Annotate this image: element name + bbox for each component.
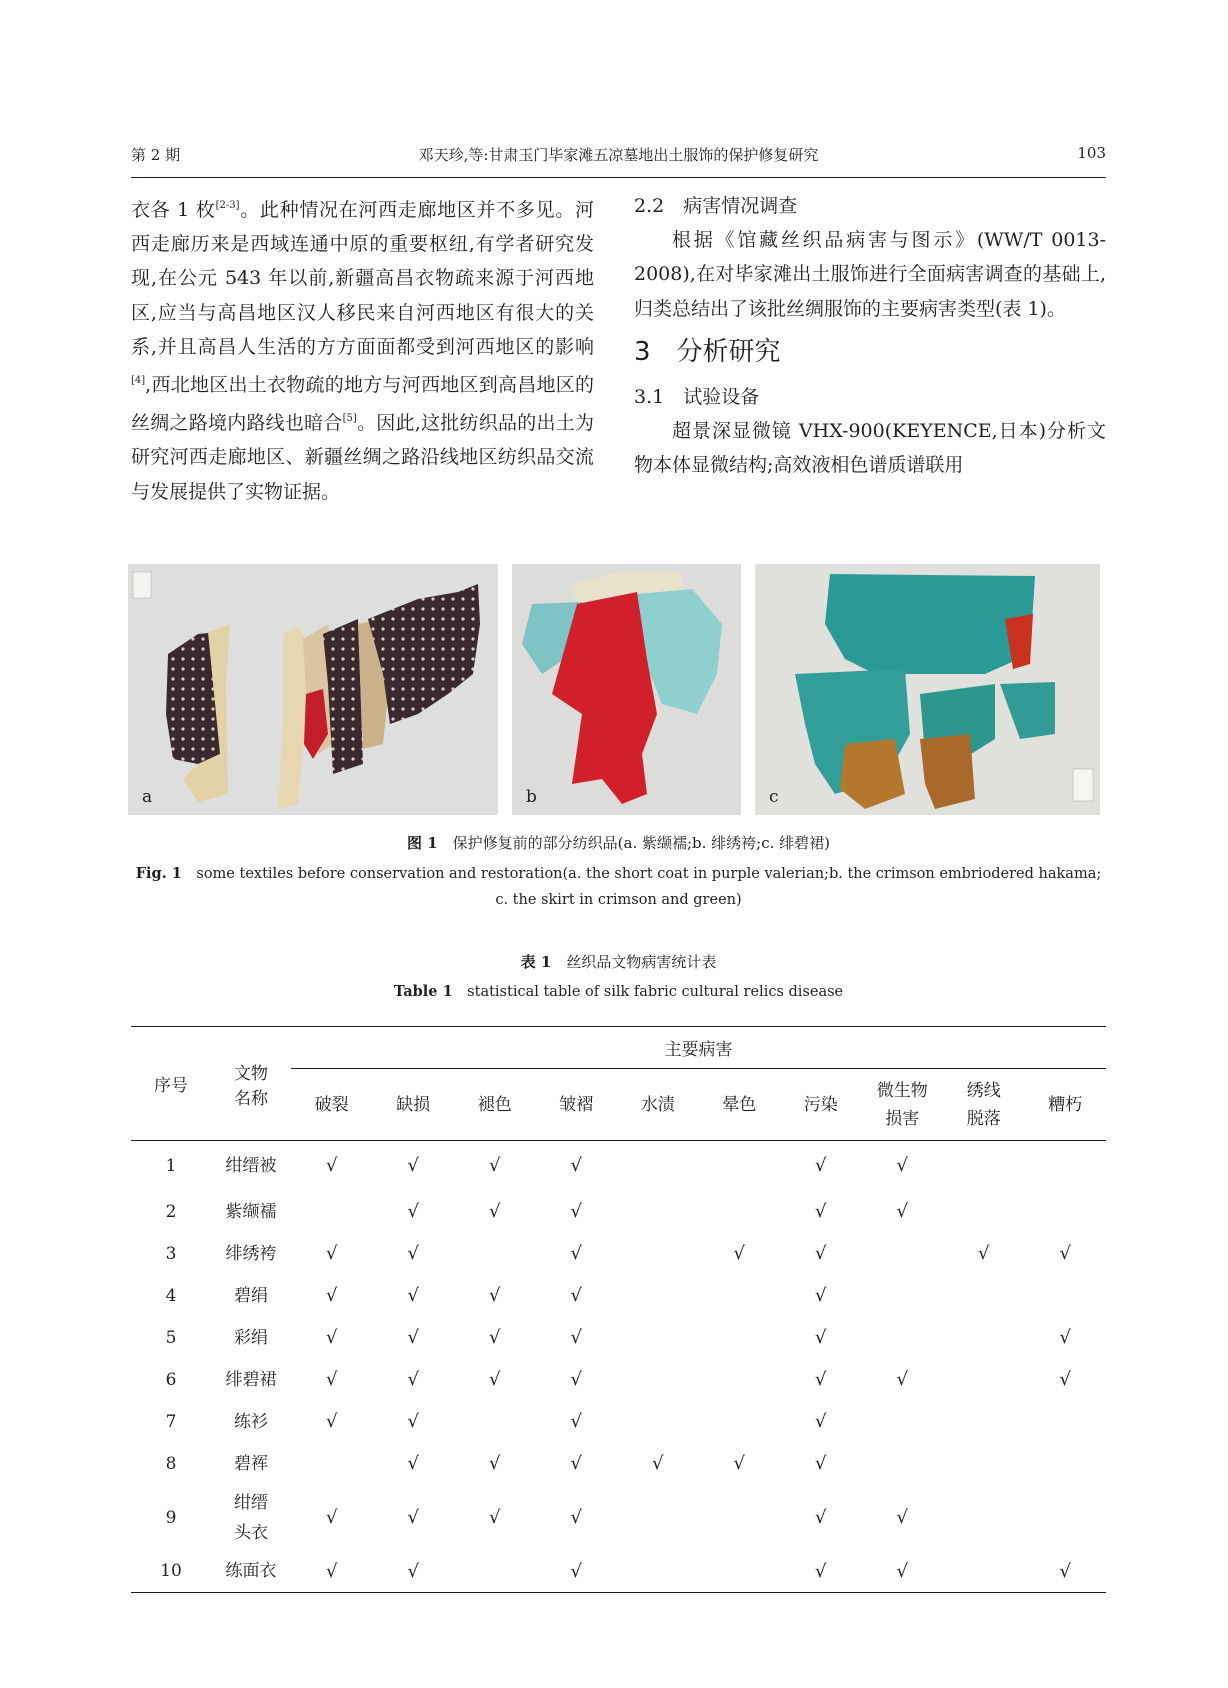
check-mark: √	[407, 1453, 419, 1474]
disease-cell	[536, 1233, 618, 1275]
check-mark: √	[733, 1453, 745, 1474]
disease-cell	[699, 1317, 781, 1359]
disease-cell	[373, 1191, 455, 1233]
section-2-2-heading: 2.2 病害情况调查	[634, 195, 798, 217]
check-mark: √	[326, 1155, 338, 1177]
header-disease: 糟朽	[1048, 1094, 1083, 1115]
disease-cell	[454, 1551, 536, 1593]
check-mark: √	[570, 1327, 582, 1348]
disease-cell	[373, 1141, 455, 1191]
check-mark: √	[489, 1507, 501, 1528]
check-mark: √	[978, 1243, 990, 1264]
disease-cell	[536, 1275, 618, 1317]
figure-caption-en-cont: c. the skirt in crimson and green)	[495, 892, 742, 908]
paragraph-2-2: 根据《馆藏丝织品病害与图示》(WW/T 0013-2008),在对毕家滩出土服饰进行全面病害调查的基础上,归类总结出了该批丝绸服饰的主要病害类型(表 1)。	[634, 229, 1106, 320]
figure-caption-en: Fig. 1 some textiles before conservation and restoration(a. the short coat in purple valerian;b. the crimson embriodered hakama;	[135, 865, 1102, 882]
row-number: 8	[165, 1453, 177, 1474]
check-mark: √	[652, 1453, 664, 1474]
row-number: 10	[160, 1561, 182, 1582]
disease-cell	[1025, 1233, 1107, 1275]
check-mark: √	[489, 1327, 501, 1348]
header-disease: 晕色	[722, 1094, 757, 1115]
check-mark: √	[407, 1243, 419, 1264]
row-number: 7	[165, 1411, 177, 1432]
disease-cell	[536, 1401, 618, 1443]
disease-cell	[617, 1359, 699, 1401]
check-mark: √	[815, 1327, 827, 1348]
disease-cell	[454, 1191, 536, 1233]
disease-cell	[862, 1359, 944, 1401]
check-mark: √	[896, 1201, 908, 1222]
header-disease: 污染	[803, 1094, 838, 1115]
disease-cell	[780, 1443, 862, 1485]
citation: [4]	[131, 375, 146, 387]
disease-cell	[454, 1359, 536, 1401]
disease-cell	[699, 1191, 781, 1233]
paragraph-3-1: 超景深显微镜 VHX-900(KEYENCE,日本)分析文物本体显微结构;高效液相色谱质谱联用	[634, 420, 1106, 477]
disease-cell	[780, 1359, 862, 1401]
disease-cell	[1025, 1317, 1107, 1359]
disease-cell	[943, 1141, 1025, 1191]
header-name: 文物 名称	[234, 1063, 268, 1109]
relic-name: 碧裈	[234, 1453, 268, 1474]
check-mark: √	[570, 1411, 582, 1432]
check-mark: √	[1059, 1369, 1071, 1390]
check-mark: √	[570, 1243, 582, 1264]
check-mark: √	[489, 1201, 501, 1222]
check-mark: √	[570, 1560, 582, 1582]
relic-name: 绀缙 头衣	[234, 1492, 268, 1543]
disease-cell	[780, 1141, 862, 1191]
figure-caption-cn: 图 1 保护修复前的部分纺织品(a. 紫缬襦;b. 绯绣袴;c. 绯碧裙)	[406, 834, 831, 852]
figure-panel-c	[755, 564, 1100, 815]
row-number: 1	[165, 1155, 177, 1176]
check-mark: √	[815, 1201, 827, 1222]
disease-cell	[780, 1485, 862, 1551]
disease-cell	[291, 1359, 373, 1401]
check-mark: √	[815, 1243, 827, 1264]
disease-cell	[291, 1317, 373, 1359]
table-row	[131, 1233, 1106, 1275]
table-row	[131, 1485, 1106, 1551]
disease-cell	[536, 1317, 618, 1359]
disease-cell	[617, 1443, 699, 1485]
figure-panel-b	[512, 564, 741, 815]
disease-cell	[291, 1233, 373, 1275]
check-mark: √	[407, 1327, 419, 1348]
disease-cell	[943, 1233, 1025, 1275]
relic-name: 紫缬襦	[225, 1201, 277, 1222]
disease-cell	[373, 1317, 455, 1359]
disease-cell	[454, 1141, 536, 1191]
check-mark: √	[896, 1155, 908, 1177]
disease-cell	[943, 1191, 1025, 1233]
disease-cell	[699, 1551, 781, 1593]
disease-cell	[1025, 1443, 1107, 1485]
disease-cell	[699, 1233, 781, 1275]
check-mark: √	[896, 1369, 908, 1390]
table-row	[131, 1401, 1106, 1443]
check-mark: √	[326, 1243, 338, 1264]
header-no: 序号	[154, 1076, 188, 1096]
header-disease: 绣线 脱落	[966, 1080, 1001, 1129]
header-disease: 皱褶	[559, 1094, 594, 1115]
disease-cell	[617, 1233, 699, 1275]
disease-cell	[373, 1233, 455, 1275]
check-mark: √	[570, 1201, 582, 1222]
check-mark: √	[815, 1453, 827, 1474]
disease-cell	[617, 1275, 699, 1317]
check-mark: √	[815, 1507, 827, 1528]
disease-cell	[780, 1233, 862, 1275]
check-mark: √	[570, 1507, 582, 1528]
check-mark: √	[407, 1201, 419, 1222]
relic-name: 彩绢	[234, 1327, 268, 1348]
check-mark: √	[1059, 1327, 1071, 1348]
left-column	[131, 189, 594, 509]
disease-cell	[536, 1191, 618, 1233]
disease-cell	[617, 1141, 699, 1191]
panel-label-a: a	[142, 787, 153, 807]
disease-cell	[617, 1401, 699, 1443]
section-3-heading: 3 分析研究	[634, 336, 781, 367]
issue-number: 第 2 期	[131, 146, 181, 164]
disease-cell	[862, 1485, 944, 1551]
row-number: 2	[165, 1201, 177, 1222]
table-row	[131, 1275, 1106, 1317]
disease-cell	[454, 1275, 536, 1317]
check-mark: √	[489, 1453, 501, 1474]
disease-cell	[536, 1359, 618, 1401]
header-main-diseases: 主要病害	[291, 1027, 1106, 1069]
row-number: 6	[165, 1369, 177, 1390]
table-row	[131, 1141, 1106, 1191]
table-row	[131, 1443, 1106, 1485]
check-mark: √	[407, 1411, 419, 1432]
disease-cell	[536, 1141, 618, 1191]
textile-photo-crimson-hakama	[512, 564, 741, 815]
check-mark: √	[407, 1155, 419, 1177]
running-header	[131, 144, 1106, 174]
disease-cell	[943, 1275, 1025, 1317]
check-mark: √	[326, 1507, 338, 1528]
table-body	[131, 1141, 1106, 1593]
panel-label-c: c	[769, 787, 779, 807]
header-disease: 破裂	[314, 1094, 349, 1115]
check-mark: √	[570, 1453, 582, 1474]
right-column	[634, 189, 1106, 482]
check-mark: √	[896, 1507, 908, 1528]
disease-cell	[780, 1317, 862, 1359]
check-mark: √	[815, 1411, 827, 1432]
disease-cell	[291, 1141, 373, 1191]
disease-cell	[373, 1401, 455, 1443]
relic-name: 练衫	[234, 1411, 268, 1432]
disease-cell	[1025, 1359, 1107, 1401]
citation: [2-3]	[215, 200, 240, 211]
disease-cell	[291, 1443, 373, 1485]
disease-cell	[943, 1485, 1025, 1551]
left-paragraph: 衣各 1 枚[2-3]。此种情况在河西走廊地区并不多见。河西走廊历来是西域连通中原的重要枢纽,有学者研究发现,在公元 543 年以前,新疆高昌衣物疏来源于河西地区,应当与高昌地区汉人移民来自河西地区有很大的关系,并且高昌人生活的方方面面都受到河西地区的影响[4],西北地区出土衣物疏的地方与河西地区到高昌地区的丝绸之路境内路线也暗合[5]。因此,这批纺织品的出土为研究河西走廊地区、新疆丝绸之路沿线地区纺织品交流与发展提供了实物证据。	[131, 199, 594, 503]
disease-cell	[373, 1275, 455, 1317]
disease-cell	[699, 1401, 781, 1443]
disease-cell	[943, 1317, 1025, 1359]
check-mark: √	[326, 1369, 338, 1390]
disease-cell	[291, 1485, 373, 1551]
check-mark: √	[489, 1155, 501, 1177]
disease-cell	[373, 1443, 455, 1485]
disease-cell	[1025, 1275, 1107, 1317]
disease-cell	[862, 1191, 944, 1233]
textile-photo-crimson-green-skirt	[755, 564, 1100, 815]
disease-cell	[699, 1485, 781, 1551]
relic-name: 绯碧裙	[225, 1369, 277, 1390]
disease-cell	[862, 1141, 944, 1191]
relic-name: 碧绢	[234, 1285, 268, 1306]
disease-cell	[862, 1551, 944, 1593]
disease-cell	[1025, 1191, 1107, 1233]
disease-cell	[454, 1443, 536, 1485]
check-mark: √	[326, 1411, 338, 1432]
table-row	[131, 1191, 1106, 1233]
relic-name: 绀缙被	[225, 1155, 277, 1176]
header-disease: 褪色	[477, 1094, 512, 1115]
row-number: 4	[165, 1285, 177, 1306]
disease-cell	[1025, 1551, 1107, 1593]
disease-cell	[1025, 1141, 1107, 1191]
disease-cell	[943, 1551, 1025, 1593]
disease-cell	[454, 1485, 536, 1551]
disease-cell	[454, 1401, 536, 1443]
section-3-1-heading: 3.1 试验设备	[634, 385, 760, 408]
check-mark: √	[815, 1285, 827, 1306]
check-mark: √	[896, 1560, 908, 1582]
row-number: 5	[165, 1327, 177, 1348]
disease-cell	[780, 1551, 862, 1593]
disease-cell	[291, 1191, 373, 1233]
disease-cell	[291, 1275, 373, 1317]
header-disease: 水渍	[640, 1094, 675, 1115]
disease-cell	[536, 1443, 618, 1485]
disease-cell	[780, 1275, 862, 1317]
disease-cell	[862, 1317, 944, 1359]
disease-cell	[536, 1485, 618, 1551]
disease-cell	[862, 1443, 944, 1485]
table-row	[131, 1359, 1106, 1401]
disease-cell	[373, 1551, 455, 1593]
check-mark: √	[407, 1369, 419, 1390]
disease-cell	[291, 1401, 373, 1443]
disease-cell	[373, 1485, 455, 1551]
check-mark: √	[407, 1560, 419, 1582]
header-disease: 微生物 损害	[876, 1080, 928, 1129]
disease-cell	[1025, 1485, 1107, 1551]
disease-cell	[699, 1141, 781, 1191]
check-mark: √	[326, 1560, 338, 1582]
running-title: 邓天珍,等:甘肃玉门毕家滩五凉墓地出土服饰的保护修复研究	[418, 146, 819, 164]
row-number: 3	[165, 1243, 177, 1264]
check-mark: √	[733, 1243, 745, 1264]
disease-cell	[862, 1275, 944, 1317]
disease-cell	[617, 1317, 699, 1359]
disease-table	[131, 1026, 1106, 1593]
check-mark: √	[489, 1369, 501, 1390]
disease-cell	[780, 1401, 862, 1443]
disease-cell	[943, 1359, 1025, 1401]
disease-cell	[1025, 1401, 1107, 1443]
disease-cell	[699, 1359, 781, 1401]
check-mark: √	[326, 1327, 338, 1348]
relic-name: 绯绣袴	[225, 1243, 277, 1264]
check-mark: √	[326, 1285, 338, 1306]
disease-cell	[373, 1359, 455, 1401]
disease-cell	[617, 1551, 699, 1593]
panel-label-b: b	[526, 787, 537, 807]
table-title-en: Table 1 statistical table of silk fabric cultural relics disease	[393, 983, 844, 1000]
disease-cell	[943, 1443, 1025, 1485]
disease-cell	[536, 1551, 618, 1593]
check-mark: √	[570, 1369, 582, 1390]
header-rule	[131, 177, 1106, 178]
check-mark: √	[815, 1155, 827, 1177]
table-title-cn: 表 1 丝织品文物病害统计表	[520, 953, 717, 971]
page-number: 103	[1077, 144, 1106, 162]
disease-cell	[943, 1401, 1025, 1443]
check-mark: √	[815, 1369, 827, 1390]
check-mark: √	[407, 1507, 419, 1528]
disease-cell	[699, 1275, 781, 1317]
check-mark: √	[570, 1155, 582, 1177]
figure-panel-a	[128, 564, 498, 815]
header-disease: 缺损	[396, 1094, 431, 1115]
disease-cell	[617, 1485, 699, 1551]
check-mark: √	[570, 1285, 582, 1306]
check-mark: √	[1059, 1243, 1071, 1264]
disease-cell	[454, 1233, 536, 1275]
disease-cell	[617, 1191, 699, 1233]
check-mark: √	[815, 1560, 827, 1582]
disease-cell	[780, 1191, 862, 1233]
disease-cell	[862, 1233, 944, 1275]
check-mark: √	[489, 1285, 501, 1306]
citation: [5]	[342, 413, 357, 425]
disease-cell	[862, 1401, 944, 1443]
disease-cell	[454, 1317, 536, 1359]
check-mark: √	[407, 1285, 419, 1306]
disease-cell	[291, 1551, 373, 1593]
relic-name: 练面衣	[225, 1561, 277, 1582]
check-mark: √	[1059, 1560, 1071, 1582]
disease-cell	[699, 1443, 781, 1485]
row-number: 9	[165, 1507, 177, 1528]
table-row	[131, 1551, 1106, 1593]
table-row	[131, 1317, 1106, 1359]
textile-photo-purple-coat	[128, 564, 498, 815]
